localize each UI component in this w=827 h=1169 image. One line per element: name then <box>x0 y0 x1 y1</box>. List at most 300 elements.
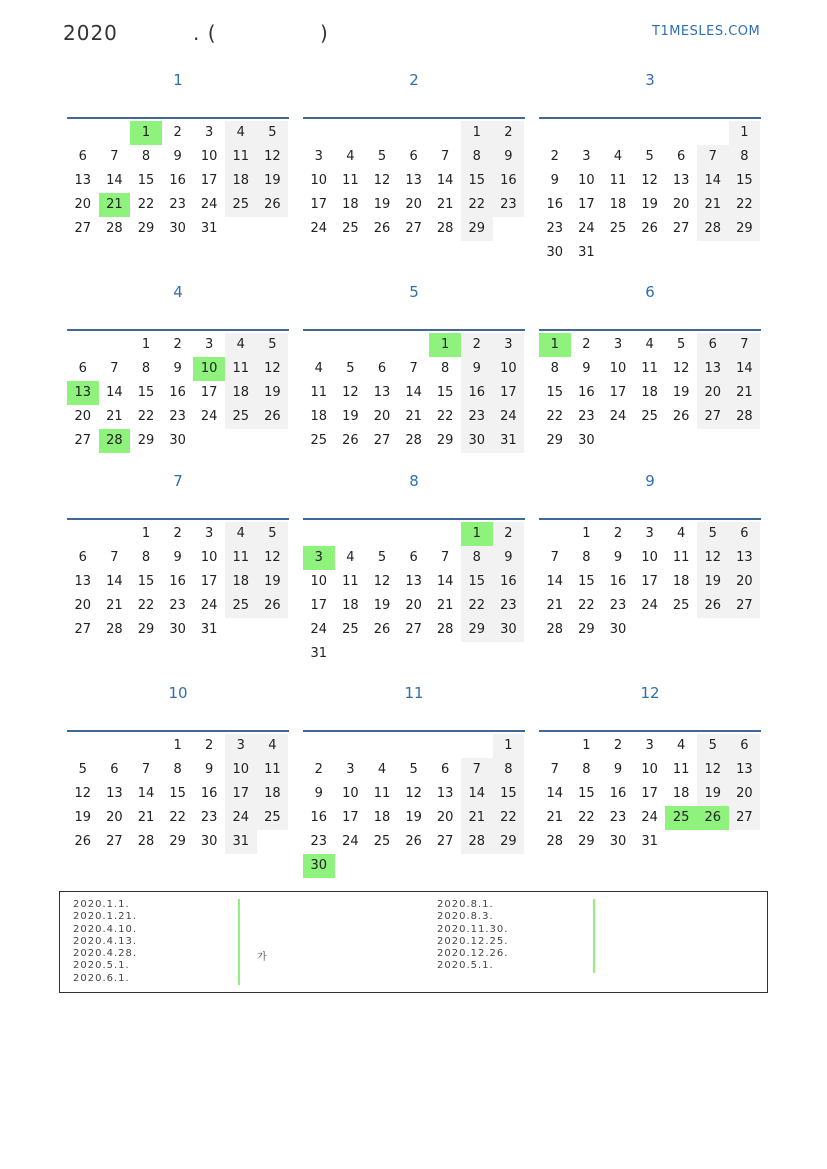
day-cell: 8 <box>441 361 450 376</box>
day-cell: 21 <box>697 193 729 217</box>
day-cell: 26 <box>405 834 422 849</box>
holiday-day-cell: 10 <box>193 357 225 381</box>
day-cell: 4 <box>613 149 623 164</box>
day-cell: 28 <box>106 221 123 236</box>
legend-left-dates <box>73 899 137 985</box>
day-cell: 2 <box>461 333 493 357</box>
day-cell: 17 <box>200 574 218 589</box>
title-middle: . ( <box>193 21 217 45</box>
day-cell: 17 <box>200 173 218 188</box>
month-name: 8 <box>409 472 419 490</box>
day-cell: 7 <box>110 149 119 164</box>
day-cell: 8 <box>582 550 591 565</box>
day-cell: 23 <box>310 834 328 849</box>
day-cell: 21 <box>436 598 454 613</box>
day-cell: 21 <box>106 598 123 613</box>
day-cell: 11 <box>342 173 359 188</box>
day-cell: 6 <box>729 522 761 546</box>
legend-date: 2020.12.26. <box>437 948 509 960</box>
day-cell: 22 <box>137 197 155 212</box>
day-cell: 22 <box>436 409 454 424</box>
day-cell: 23 <box>493 594 525 618</box>
day-cell: 16 <box>461 381 493 405</box>
day-cell: 24 <box>310 221 328 236</box>
day-cell: 15 <box>546 385 564 400</box>
day-cell: 12 <box>257 145 289 169</box>
day-cell: 2 <box>613 526 623 541</box>
day-cell: 18 <box>310 409 328 424</box>
day-cell: 23 <box>578 409 595 424</box>
day-cell: 3 <box>493 333 525 357</box>
day-cell: 18 <box>373 810 391 825</box>
day-cell: 29 <box>137 221 155 236</box>
day-cell: 4 <box>677 738 686 753</box>
day-cell: 25 <box>225 594 257 618</box>
day-cell: 17 <box>225 782 257 806</box>
day-cell: 7 <box>550 762 559 777</box>
day-cell: 2 <box>205 738 214 753</box>
day-cell: 2 <box>314 762 323 777</box>
day-cell: 24 <box>578 221 595 236</box>
day-cell: 15 <box>137 385 155 400</box>
day-cell: 19 <box>257 169 289 193</box>
day-cell: 18 <box>225 169 257 193</box>
day-cell: 29 <box>461 618 493 642</box>
holiday-day-cell: 13 <box>67 381 99 405</box>
day-cell: 10 <box>641 762 658 777</box>
day-cell: 19 <box>697 570 729 594</box>
day-cell: 25 <box>373 834 391 849</box>
day-cell: 16 <box>493 169 525 193</box>
day-cell: 1 <box>461 121 493 145</box>
day-cell: 4 <box>645 337 654 352</box>
day-cell: 5 <box>78 762 87 777</box>
day-cell: 16 <box>493 570 525 594</box>
day-cell: 6 <box>677 149 686 164</box>
day-cell: 28 <box>436 622 454 637</box>
day-cell: 20 <box>373 409 391 424</box>
day-cell: 27 <box>74 221 92 236</box>
day-cell: 28 <box>106 622 123 637</box>
holiday-day-cell: 28 <box>99 429 131 453</box>
day-cell: 9 <box>613 762 623 777</box>
legend-note: 가 <box>257 952 267 963</box>
day-cell: 8 <box>141 149 151 164</box>
day-cell: 4 <box>225 333 257 357</box>
day-cell: 27 <box>373 433 391 448</box>
day-cell: 5 <box>697 734 729 758</box>
day-cell: 22 <box>137 409 155 424</box>
day-cell: 2 <box>173 125 182 140</box>
day-cell: 11 <box>225 357 257 381</box>
day-cell: 11 <box>373 786 391 801</box>
day-cell: 7 <box>409 361 418 376</box>
month-rule <box>67 730 289 732</box>
day-cell: 17 <box>310 598 328 613</box>
day-cell: 18 <box>342 197 359 212</box>
holiday-day-cell: 1 <box>130 121 162 145</box>
day-cell: 16 <box>609 574 627 589</box>
day-cell: 15 <box>137 173 155 188</box>
day-cell: 17 <box>641 574 658 589</box>
day-cell: 22 <box>546 409 564 424</box>
day-cell: 22 <box>578 810 595 825</box>
day-cell: 14 <box>106 385 123 400</box>
day-cell: 10 <box>310 173 328 188</box>
day-cell: 30 <box>169 622 186 637</box>
day-cell: 25 <box>342 221 359 236</box>
day-cell: 7 <box>110 550 119 565</box>
day-cell: 26 <box>697 594 729 618</box>
day-cell: 3 <box>225 734 257 758</box>
day-cell: 19 <box>641 197 658 212</box>
day-cell: 8 <box>141 550 151 565</box>
legend-date: 2020.5.1. <box>437 960 494 972</box>
day-cell: 26 <box>257 405 289 429</box>
day-cell: 12 <box>697 546 729 570</box>
day-cell: 16 <box>169 385 186 400</box>
holiday-legend <box>59 891 768 993</box>
day-cell: 29 <box>578 622 595 637</box>
day-cell: 18 <box>225 381 257 405</box>
day-cell: 21 <box>461 806 493 830</box>
day-cell: 19 <box>373 598 391 613</box>
day-cell: 19 <box>672 385 690 400</box>
day-cell: 9 <box>173 550 182 565</box>
day-cell: 9 <box>314 786 323 801</box>
day-cell: 17 <box>641 786 658 801</box>
day-cell: 12 <box>257 546 289 570</box>
day-cell: 25 <box>225 405 257 429</box>
day-cell: 26 <box>257 594 289 618</box>
day-cell: 23 <box>461 405 493 429</box>
day-cell: 28 <box>137 834 155 849</box>
day-cell: 28 <box>546 622 564 637</box>
day-cell: 12 <box>342 385 359 400</box>
day-cell: 25 <box>609 221 627 236</box>
day-cell: 21 <box>405 409 422 424</box>
day-cell: 28 <box>729 405 761 429</box>
day-cell: 6 <box>409 149 418 164</box>
day-cell: 26 <box>373 221 391 236</box>
day-cell: 5 <box>697 522 729 546</box>
day-cell: 2 <box>173 526 182 541</box>
day-cell: 6 <box>110 762 119 777</box>
day-cell: 30 <box>609 834 627 849</box>
day-cell: 31 <box>641 834 658 849</box>
day-cell: 4 <box>346 550 355 565</box>
day-cell: 20 <box>729 782 761 806</box>
day-cell: 5 <box>257 333 289 357</box>
title-year: 2020 <box>63 21 118 45</box>
month-rule <box>539 329 761 331</box>
month-name: 1 <box>173 71 183 89</box>
month-rule <box>539 117 761 119</box>
day-cell: 2 <box>582 337 591 352</box>
month-name: 2 <box>409 71 419 89</box>
day-cell: 7 <box>697 145 729 169</box>
day-cell: 4 <box>225 121 257 145</box>
day-cell: 31 <box>310 646 328 661</box>
day-cell: 19 <box>257 381 289 405</box>
holiday-day-cell: 25 <box>665 806 697 830</box>
day-cell: 16 <box>546 197 564 212</box>
day-cell: 2 <box>493 522 525 546</box>
day-cell: 25 <box>342 622 359 637</box>
day-cell: 14 <box>729 357 761 381</box>
day-cell: 19 <box>697 782 729 806</box>
day-cell: 10 <box>578 173 595 188</box>
day-cell: 20 <box>106 810 123 825</box>
day-cell: 3 <box>645 526 654 541</box>
legend-date: 2020.4.28. <box>73 948 138 960</box>
day-cell: 14 <box>697 169 729 193</box>
day-cell: 27 <box>405 622 422 637</box>
day-cell: 11 <box>672 762 690 777</box>
day-cell: 25 <box>310 433 328 448</box>
day-cell: 11 <box>641 361 658 376</box>
day-cell: 22 <box>461 193 493 217</box>
day-cell: 27 <box>672 221 690 236</box>
day-cell: 1 <box>582 738 591 753</box>
day-cell: 21 <box>729 381 761 405</box>
day-cell: 15 <box>169 786 186 801</box>
day-cell: 21 <box>137 810 155 825</box>
day-cell: 17 <box>310 197 328 212</box>
day-cell: 15 <box>461 570 493 594</box>
day-cell: 11 <box>225 145 257 169</box>
legend-date: 2020.1.1. <box>73 899 130 910</box>
day-cell: 13 <box>373 385 391 400</box>
day-cell: 14 <box>106 173 123 188</box>
day-cell: 15 <box>729 169 761 193</box>
day-cell: 11 <box>310 385 328 400</box>
day-cell: 27 <box>74 622 92 637</box>
day-cell: 30 <box>461 429 493 453</box>
legend-right-bar <box>593 899 595 973</box>
day-cell: 15 <box>493 782 525 806</box>
day-cell: 7 <box>441 550 450 565</box>
day-cell: 1 <box>493 734 525 758</box>
day-cell: 13 <box>672 173 690 188</box>
day-cell: 20 <box>405 197 422 212</box>
day-cell: 14 <box>106 574 123 589</box>
day-cell: 27 <box>697 405 729 429</box>
day-cell: 2 <box>613 738 623 753</box>
day-cell: 31 <box>200 221 218 236</box>
day-cell: 28 <box>405 433 422 448</box>
day-cell: 19 <box>257 570 289 594</box>
day-cell: 20 <box>697 381 729 405</box>
day-cell: 20 <box>74 598 92 613</box>
day-cell: 20 <box>405 598 422 613</box>
day-cell: 18 <box>257 782 289 806</box>
day-cell: 10 <box>493 357 525 381</box>
day-cell: 3 <box>613 337 623 352</box>
day-cell: 4 <box>257 734 289 758</box>
day-cell: 9 <box>582 361 591 376</box>
day-cell: 19 <box>373 197 391 212</box>
day-cell: 20 <box>74 197 92 212</box>
holiday-day-cell: 1 <box>461 522 493 546</box>
day-cell: 1 <box>173 738 182 753</box>
day-cell: 29 <box>493 830 525 854</box>
day-cell: 29 <box>461 217 493 241</box>
day-cell: 29 <box>546 433 564 448</box>
day-cell: 22 <box>169 810 186 825</box>
day-cell: 16 <box>578 385 595 400</box>
day-cell: 14 <box>137 786 155 801</box>
day-cell: 27 <box>106 834 123 849</box>
day-cell: 24 <box>225 806 257 830</box>
day-cell: 7 <box>110 361 119 376</box>
day-cell: 16 <box>169 574 186 589</box>
day-cell: 18 <box>342 598 359 613</box>
day-cell: 20 <box>672 197 690 212</box>
day-cell: 3 <box>314 149 323 164</box>
legend-date: 2020.12.25. <box>437 935 509 947</box>
legend-date: 2020.5.1. <box>73 960 130 972</box>
day-cell: 5 <box>677 337 686 352</box>
day-cell: 8 <box>550 361 559 376</box>
day-cell: 6 <box>409 550 418 565</box>
day-cell: 15 <box>578 786 595 801</box>
day-cell: 23 <box>200 810 218 825</box>
month-rule <box>67 518 289 520</box>
day-cell: 3 <box>645 738 654 753</box>
day-cell: 22 <box>729 193 761 217</box>
day-cell: 11 <box>257 758 289 782</box>
day-cell: 14 <box>405 385 422 400</box>
holiday-day-cell: 21 <box>99 193 131 217</box>
day-cell: 5 <box>377 550 387 565</box>
title-end: ) <box>320 21 329 45</box>
month-name: 5 <box>409 283 419 301</box>
day-cell: 13 <box>405 173 422 188</box>
day-cell: 12 <box>373 574 391 589</box>
day-cell: 9 <box>613 550 623 565</box>
day-cell: 19 <box>74 810 92 825</box>
day-cell: 2 <box>493 121 525 145</box>
day-cell: 11 <box>342 574 359 589</box>
legend-date: 2020.8.3. <box>437 911 494 923</box>
day-cell: 8 <box>141 361 151 376</box>
brand-logo[interactable]: T1MESLES.COM <box>652 24 761 39</box>
day-cell: 19 <box>342 409 359 424</box>
day-cell: 7 <box>441 149 450 164</box>
day-cell: 9 <box>173 361 182 376</box>
day-cell: 12 <box>257 357 289 381</box>
day-cell: 14 <box>546 786 564 801</box>
day-cell: 24 <box>641 598 658 613</box>
day-cell: 30 <box>546 245 564 260</box>
day-cell: 22 <box>578 598 595 613</box>
day-cell: 13 <box>436 786 454 801</box>
day-cell: 13 <box>74 173 92 188</box>
day-cell: 4 <box>377 762 387 777</box>
day-cell: 23 <box>169 409 186 424</box>
day-cell: 20 <box>436 810 454 825</box>
day-cell: 16 <box>200 786 218 801</box>
day-cell: 26 <box>257 193 289 217</box>
month-rule <box>303 730 525 732</box>
day-cell: 15 <box>137 574 155 589</box>
month-name: 4 <box>173 283 183 301</box>
day-cell: 27 <box>405 221 422 236</box>
day-cell: 29 <box>137 433 155 448</box>
day-cell: 1 <box>729 121 761 145</box>
day-cell: 5 <box>346 361 355 376</box>
day-cell: 24 <box>609 409 627 424</box>
day-cell: 5 <box>257 121 289 145</box>
day-cell: 24 <box>310 622 328 637</box>
day-cell: 9 <box>493 546 525 570</box>
day-cell: 13 <box>697 357 729 381</box>
day-cell: 10 <box>641 550 658 565</box>
month-rule <box>67 117 289 119</box>
day-cell: 6 <box>78 361 87 376</box>
day-cell: 14 <box>461 782 493 806</box>
legend-date: 2020.11.30. <box>437 923 509 935</box>
month-name: 3 <box>645 71 655 89</box>
day-cell: 5 <box>377 149 387 164</box>
day-cell: 6 <box>78 149 87 164</box>
day-cell: 28 <box>546 834 564 849</box>
day-cell: 24 <box>200 197 218 212</box>
day-cell: 3 <box>205 125 214 140</box>
day-cell: 21 <box>546 810 564 825</box>
day-cell: 9 <box>493 145 525 169</box>
day-cell: 8 <box>461 546 493 570</box>
day-cell: 26 <box>342 433 359 448</box>
month-name: 12 <box>640 684 660 702</box>
holiday-day-cell: 30 <box>303 854 335 878</box>
day-cell: 8 <box>729 145 761 169</box>
day-cell: 20 <box>74 409 92 424</box>
day-cell: 26 <box>74 834 92 849</box>
day-cell: 11 <box>672 550 690 565</box>
day-cell: 4 <box>314 361 323 376</box>
day-cell: 24 <box>493 405 525 429</box>
day-cell: 1 <box>141 526 151 541</box>
day-cell: 6 <box>78 550 87 565</box>
day-cell: 14 <box>546 574 564 589</box>
day-cell: 30 <box>200 834 218 849</box>
day-cell: 2 <box>173 337 182 352</box>
day-cell: 24 <box>200 598 218 613</box>
day-cell: 23 <box>609 810 627 825</box>
day-cell: 17 <box>578 197 595 212</box>
day-cell: 24 <box>641 810 658 825</box>
legend-date: 2020.4.10. <box>73 923 138 935</box>
day-cell: 12 <box>697 758 729 782</box>
day-cell: 4 <box>225 522 257 546</box>
day-cell: 25 <box>257 806 289 830</box>
day-cell: 23 <box>493 193 525 217</box>
month-name: 10 <box>168 684 188 702</box>
day-cell: 17 <box>342 810 359 825</box>
day-cell: 24 <box>200 409 218 424</box>
day-cell: 16 <box>310 810 328 825</box>
legend-left-bar <box>238 899 240 985</box>
day-cell: 11 <box>609 173 627 188</box>
day-cell: 24 <box>342 834 359 849</box>
day-cell: 8 <box>582 762 591 777</box>
legend-date: 2020.1.21. <box>73 911 138 923</box>
month-rule <box>303 329 525 331</box>
day-cell: 10 <box>200 550 218 565</box>
month-rule <box>67 329 289 331</box>
